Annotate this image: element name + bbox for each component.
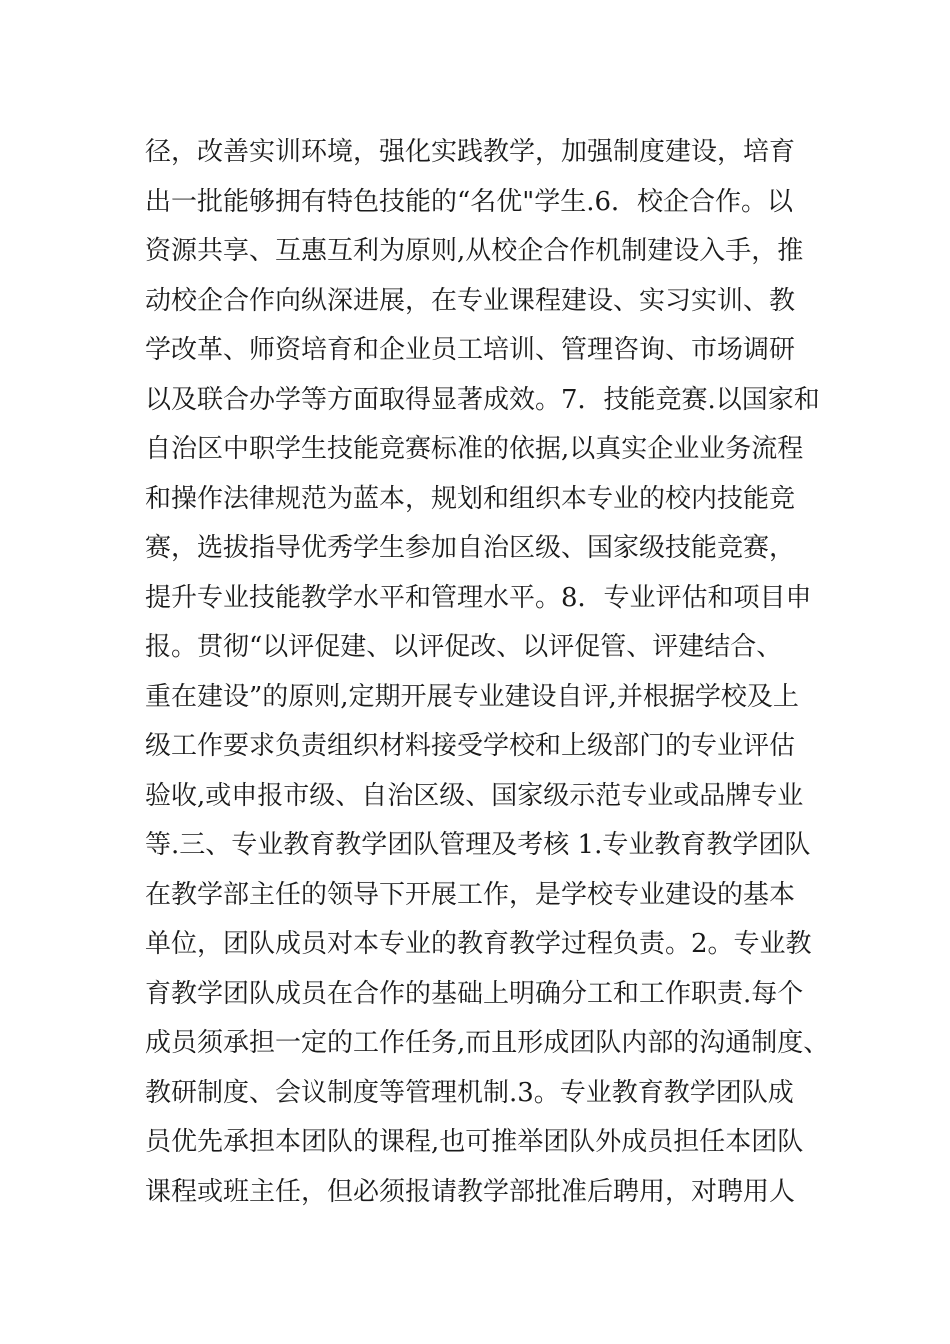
text-line: 出一批能够拥有特色技能的“名优"学生.6．校企合作。以 — [145, 186, 794, 217]
text-line: 报。贯彻“以评促建、以评促改、以评促管、评建结合、 — [145, 632, 783, 662]
text-line: 提升专业技能教学水平和管理水平。8．专业评估和项目申 — [145, 582, 812, 613]
text-line: 自治区中职学生技能竞赛标准的依据,以真实企业业务流程 — [145, 434, 804, 464]
text-line: 动校企合作向纵深进展，在专业课程建设、实习实训、教 — [145, 285, 796, 316]
text-line: 以及联合办学等方面取得显著成效。7．技能竞赛.以国家和 — [145, 384, 820, 415]
text-line: 员优先承担本团队的课程,也可推举团队外成员担任本团队 — [145, 1127, 804, 1157]
text-line: 重在建设”的原则,定期开展专业建设自评,并根据学校及上 — [145, 681, 799, 712]
text-line: 级工作要求负责组织材料接受学校和上级部门的专业评估 — [145, 731, 796, 761]
text-line: 成员须承担一定的工作任务,而且形成团队内部的沟通制度、 — [145, 1028, 830, 1058]
text-line: 单位，团队成员对本专业的教育教学过程负责。2。专业教 — [145, 929, 812, 959]
text-line: 赛，选拔指导优秀学生参加自治区级、国家级技能竞赛， — [145, 533, 796, 563]
text-line: 学改革、师资培育和企业员工培训、管理咨询、市场调研 — [145, 335, 796, 365]
body-text — [145, 128, 845, 1217]
text-line: 课程或班主任，但必须报请教学部批准后聘用，对聘用人 — [145, 1176, 796, 1207]
text-line: 验收,或申报市级、自治区级、国家级示范专业或品牌专业 — [145, 780, 804, 811]
text-line: 径，改善实训环境，强化实践教学，加强制度建设，培育 — [145, 137, 796, 167]
text-line: 资源共享、互惠互利为原则,从校企合作机制建设入手，推 — [145, 236, 804, 266]
text-line: 教研制度、会议制度等管理机制.3。专业教育教学团队成 — [145, 1077, 794, 1108]
text-line: 等.三、专业教育教学团队管理及考核 1.专业教育教学团队 — [145, 830, 811, 860]
text-line: 和操作法律规范为蓝本，规划和组织本专业的校内技能竞 — [145, 483, 796, 514]
text-line: 在教学部主任的领导下开展工作，是学校专业建设的基本 — [145, 879, 796, 910]
text-line: 育教学团队成员在合作的基础上明确分工和工作职责.每个 — [145, 978, 804, 1009]
